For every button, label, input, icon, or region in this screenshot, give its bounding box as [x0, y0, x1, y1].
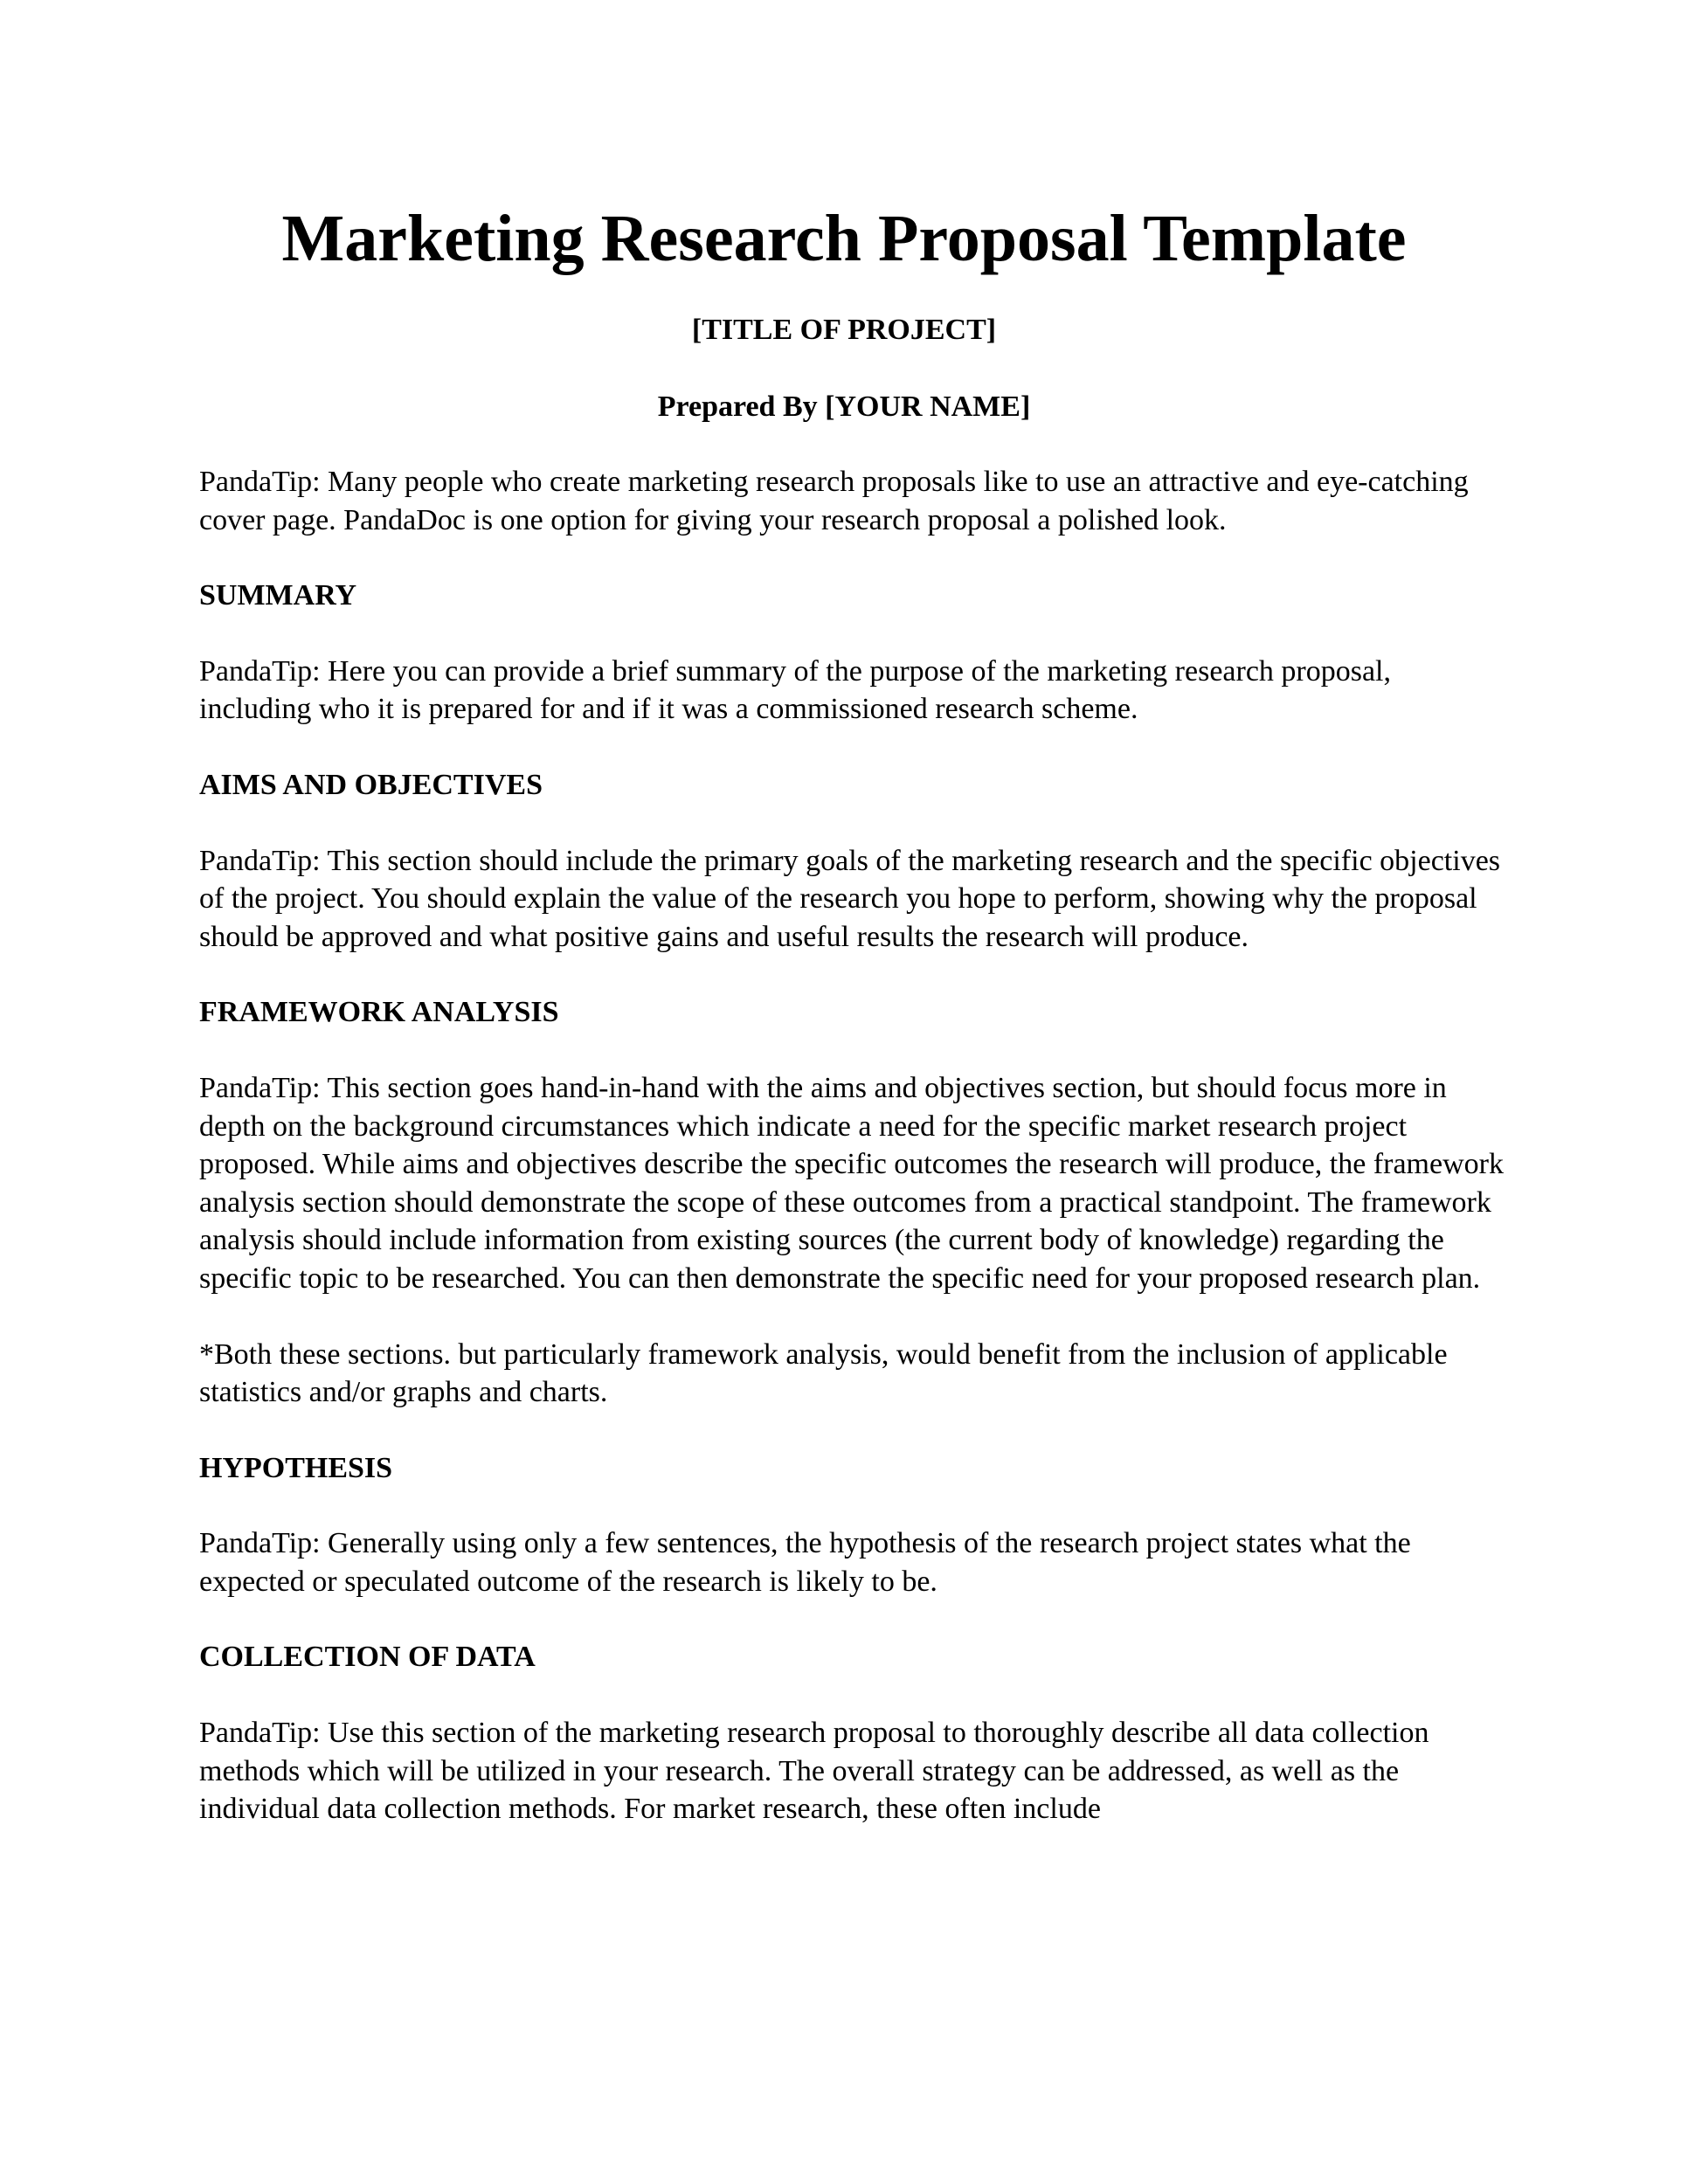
section-heading-collection-of-data: COLLECTION OF DATA	[199, 1641, 536, 1674]
section-paragraph: PandaTip: This section should include the primary goals of the marketing research and the specific objectives of the project. You should explain the value of the research you hope to perform, showing why the proposal should be approved and what positive gains and useful results the research will produce.	[199, 844, 1501, 953]
section-paragraph: PandaTip: This section goes hand-in-hand with the aims and objectives section, but should focus more in depth on the background circumstances which indicate a need for the specific market research project proposed. While aims and objectives describe the specific outcomes the research will produce, the framework analysis section should demonstrate the scope of these outcomes from a practical standpoint. The framework analysis should include information from existing sources (the current body of knowledge) regarding the specific topic to be researched. You can then demonstrate the specific need for your proposed research plan.	[199, 1071, 1504, 1295]
document-title: Marketing Research Proposal Template	[281, 202, 1407, 275]
section-heading-framework-analysis: FRAMEWORK ANALYSIS	[199, 996, 559, 1029]
section-heading-summary: SUMMARY	[199, 579, 357, 612]
section-paragraph: PandaTip: Here you can provide a brief summary of the purpose of the marketing research proposal, including who it is prepared for and if it was a commissioned research scheme.	[199, 654, 1392, 726]
intro-tip: PandaTip: Many people who create marketing research proposals like to use an attractive and eye-catching cover page. PandaDoc is one option for giving your research proposal a polished look.	[199, 466, 1469, 536]
section-note: *Both these sections. but particularly framework analysis, would benefit from the inclusion of applicable statistics and/or graphs and charts.	[199, 1337, 1448, 1409]
document-body	[199, 463, 1510, 1866]
section-paragraph: PandaTip: Use this section of the marketing research proposal to thoroughly describe all data collection methods which will be utilized in your research. The overall strategy can be addressed, as well as the individual data collection methods. For market research, these often include	[199, 1717, 1429, 1826]
prepared-by: Prepared By [YOUR NAME]	[657, 390, 1031, 423]
section-heading-hypothesis: HYPOTHESIS	[199, 1451, 393, 1484]
project-title: [TITLE OF PROJECT]	[691, 314, 997, 346]
section-paragraph: PandaTip: Generally using only a few sentences, the hypothesis of the research project states what the expected or speculated outcome of the research is likely to be.	[199, 1527, 1411, 1598]
section-heading-aims-and-objectives: AIMS AND OBJECTIVES	[199, 768, 543, 801]
